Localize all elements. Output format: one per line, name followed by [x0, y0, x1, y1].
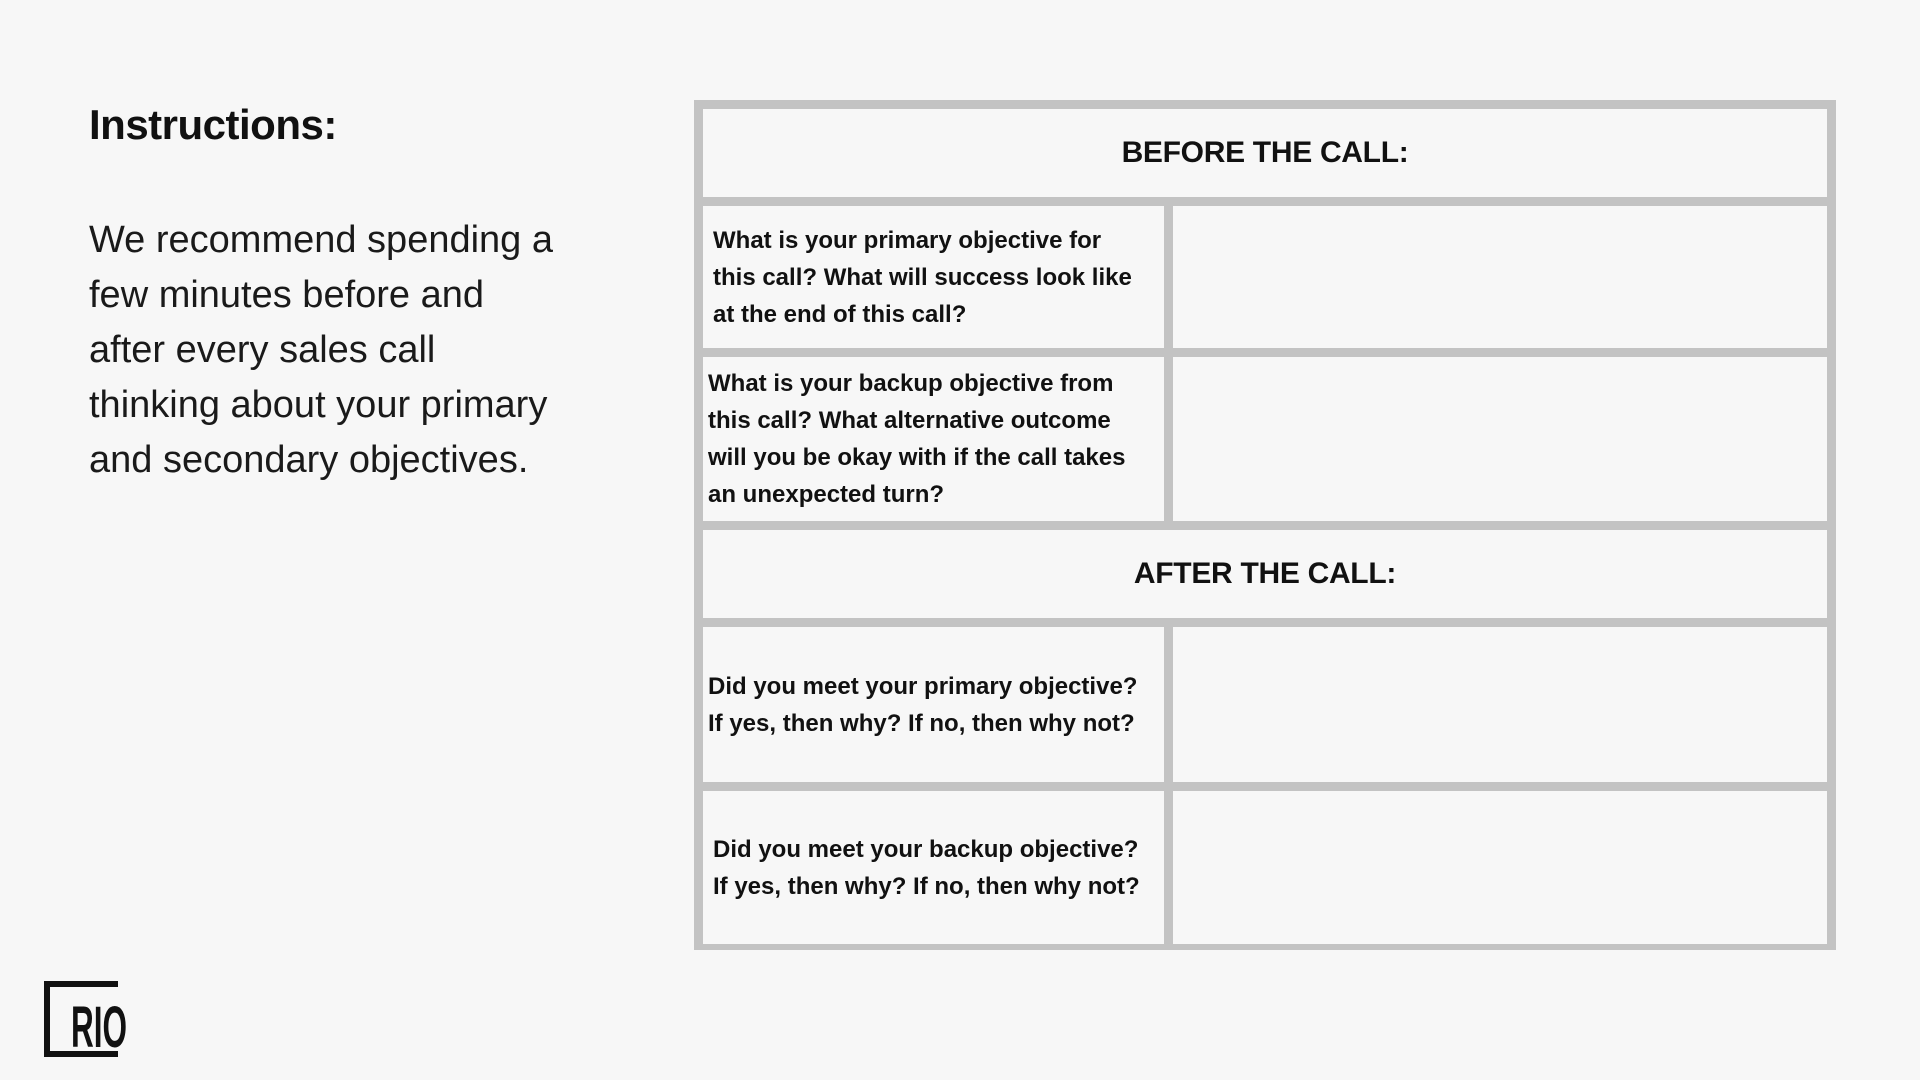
instructions-heading: Instructions:	[89, 101, 337, 148]
primary-objective-question: What is your primary objective for this call? What will success look like at the end of this call?	[703, 206, 1164, 348]
rio-logo-icon	[44, 981, 130, 1060]
backup-objective-question: What is your backup objective from this call? What alternative outcome will you be okay with if the call takes an unexpected turn?	[703, 357, 1164, 521]
logo-text: RIO	[71, 995, 127, 1060]
before-call-header: BEFORE THE CALL:	[703, 109, 1827, 197]
primary-objective-answer-cell[interactable]	[1173, 206, 1827, 348]
met-backup-objective-answer-cell[interactable]	[1173, 791, 1827, 944]
met-primary-objective-answer-cell[interactable]	[1173, 627, 1827, 782]
instructions-body: We recommend spending a few minutes before and after every sales call thinking about your primary and secondary objectives.	[89, 219, 553, 481]
met-backup-objective-question: Did you meet your backup objective? If yes, then why? If no, then why not?	[703, 791, 1164, 944]
after-call-header: AFTER THE CALL:	[703, 530, 1827, 618]
call-worksheet-table	[694, 100, 1836, 950]
backup-objective-answer-cell[interactable]	[1173, 357, 1827, 521]
met-primary-objective-question: Did you meet your primary objective? If yes, then why? If no, then why not?	[703, 627, 1164, 782]
